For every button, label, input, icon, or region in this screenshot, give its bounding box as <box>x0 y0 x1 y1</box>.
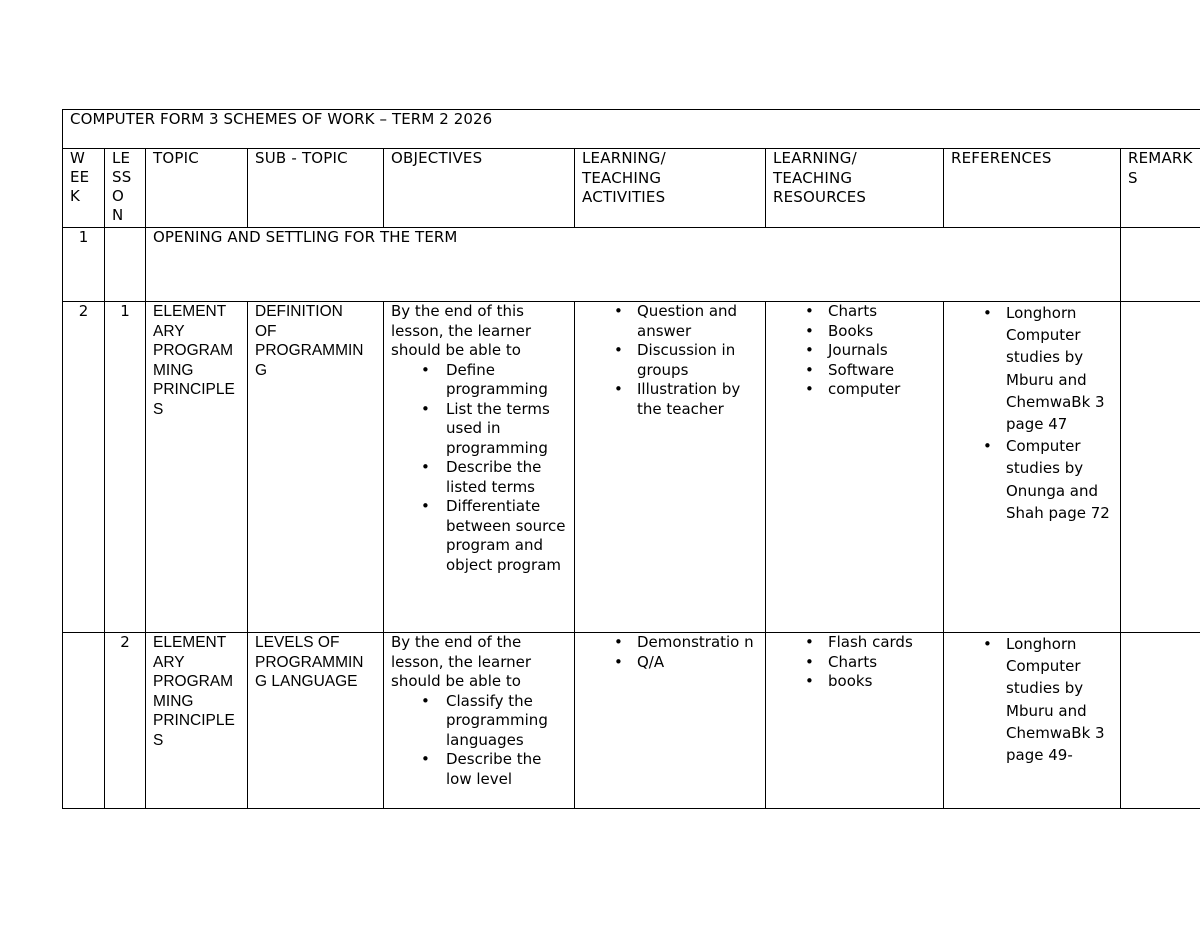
scheme-of-work-table <box>62 109 1200 809</box>
references-list <box>951 633 1113 766</box>
topic-cell: ELEMENT ARY PROGRAM MING PRINCIPLE S <box>146 633 248 809</box>
objectives-intro: By the end of the lesson, the learner should be able to <box>391 633 532 690</box>
list-item: • Software <box>828 361 936 381</box>
list-item: • Describe the low level <box>446 750 567 789</box>
objectives-list <box>391 692 567 790</box>
lesson-cell: 1 <box>105 302 146 633</box>
table-row <box>63 633 1200 809</box>
opening-row <box>63 228 1200 302</box>
list-item: • Charts <box>828 653 936 673</box>
list-item: • Flash cards <box>828 633 936 653</box>
week-cell <box>63 633 105 809</box>
references-cell <box>944 633 1121 809</box>
header-lesson: LE SS O N <box>105 149 146 228</box>
activities-list <box>582 633 758 672</box>
week-cell: 2 <box>63 302 105 633</box>
header-topic: TOPIC <box>146 149 248 228</box>
list-item: • Charts <box>828 302 936 322</box>
objectives-list <box>391 361 567 576</box>
list-item: • Longhorn Computer studies by Mburu and ChemwaBk 3 page 49- <box>1006 633 1113 766</box>
resources-list <box>773 302 936 400</box>
header-week: W EE K <box>63 149 105 228</box>
title-row <box>63 110 1200 149</box>
objectives-cell <box>384 302 575 633</box>
list-item: • Computer studies by Onunga and Shah page 72 <box>1006 435 1113 524</box>
opening-remarks <box>1121 228 1200 302</box>
resources-cell <box>766 302 944 633</box>
list-item: • Classify the programming languages <box>446 692 567 751</box>
header-remarks: REMARK S <box>1121 149 1200 228</box>
header-row <box>63 149 1200 228</box>
list-item: • Q/A <box>637 653 758 673</box>
activities-cell <box>575 302 766 633</box>
objectives-cell <box>384 633 575 809</box>
header-resources: LEARNING/ TEACHING RESOURCES <box>766 149 944 228</box>
table-row <box>63 302 1200 633</box>
opening-text: OPENING AND SETTLING FOR THE TERM <box>146 228 1121 302</box>
subtopic-cell: DEFINITION OF PROGRAMMIN G <box>248 302 384 633</box>
list-item: • Differentiate between source program and object program <box>446 497 567 575</box>
document-title: COMPUTER FORM 3 SCHEMES OF WORK – TERM 2 2026 <box>63 110 1200 149</box>
topic-cell: ELEMENT ARY PROGRAM MING PRINCIPLE S <box>146 302 248 633</box>
references-cell <box>944 302 1121 633</box>
list-item: • Longhorn Computer studies by Mburu and ChemwaBk 3 page 47 <box>1006 302 1113 435</box>
header-activities: LEARNING/ TEACHING ACTIVITIES <box>575 149 766 228</box>
objectives-intro: By the end of this lesson, the learner should be able to <box>391 302 532 359</box>
list-item: • Demonstratio n <box>637 633 758 653</box>
subtopic-cell: LEVELS OF PROGRAMMIN G LANGUAGE <box>248 633 384 809</box>
activities-list <box>582 302 758 419</box>
list-item: • Illustration by the teacher <box>637 380 758 419</box>
opening-week: 1 <box>63 228 105 302</box>
references-list <box>951 302 1113 524</box>
list-item: • computer <box>828 380 936 400</box>
activities-cell <box>575 633 766 809</box>
list-item: • Describe the listed terms <box>446 458 567 497</box>
remarks-cell <box>1121 633 1200 809</box>
list-item: • Books <box>828 322 936 342</box>
list-item: • Discussion in groups <box>637 341 758 380</box>
resources-list <box>773 633 936 692</box>
list-item: • Define programming <box>446 361 567 400</box>
list-item: • List the terms used in programming <box>446 400 567 459</box>
header-objectives: OBJECTIVES <box>384 149 575 228</box>
list-item: • books <box>828 672 936 692</box>
header-references: REFERENCES <box>944 149 1121 228</box>
resources-cell <box>766 633 944 809</box>
list-item: • Journals <box>828 341 936 361</box>
header-subtopic: SUB - TOPIC <box>248 149 384 228</box>
opening-lesson <box>105 228 146 302</box>
list-item: • Question and answer <box>637 302 758 341</box>
remarks-cell <box>1121 302 1200 633</box>
lesson-cell: 2 <box>105 633 146 809</box>
